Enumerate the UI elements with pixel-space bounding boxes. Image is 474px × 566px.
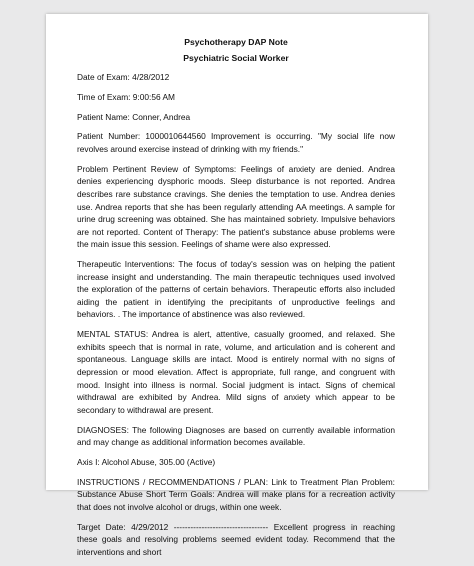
document-title: Psychotherapy DAP Note: [184, 37, 288, 47]
date-of-exam: Date of Exam: 4/28/2012: [77, 72, 170, 82]
patient-name: Patient Name: Conner, Andrea: [77, 111, 191, 122]
patient-number-paragraph: Patient Number: 1000010644560 Improvement is occurring. "My social life now revolves around exercise instead of drinking with my friends.": [77, 131, 395, 154]
instructions-paragraph: INSTRUCTIONS / RECOMMENDATIONS / PLAN: Link to Treatment Plan Problem: Substance Abuse Short Term Goals: Andrea will make plans for a recreation activity that does not involve alcohol or drugs, within one week.: [77, 476, 395, 512]
document-page: [46, 14, 428, 557]
axis-i-line: Axis I: Alcohol Abuse, 305.00 (Active): [77, 456, 216, 467]
interventions-paragraph: Therapeutic Interventions: The focus of today's session was on helping the patient increase insight and understanding. The main therapeutic techniques used involved the exploration of the patterns of certain behaviors. Therapeutic efforts also included aiding the patient in identifying the precipitants of unproductive feelings and behaviors. . The importance of abstinence was also reviewed.: [77, 259, 395, 320]
document-content: [77, 37, 395, 566]
target-date-paragraph: Target Date: 4/29/2012 ---------------------------------- Excellent progress in reaching these goals and resolving problems seemed evident today. Recommend that the interventions and short: [77, 521, 395, 557]
symptoms-paragraph: Problem Pertinent Review of Symptoms: Feelings of anxiety are denied. Andrea denies experiencing dysphoric moods. Sleep disturbance is not reported. Andrea describes rare substance cravings. She denies the temptation to use. Andrea denies use. Andrea reports that she has been regularly attending AA meetings. A sample for urine drug screening was obtained. She has maintained sobriety. Impulsive behaviors are not reported. Content of Therapy: The patient's substance abuse problems were the main issue this session. Feelings of shame were also expressed.: [77, 163, 395, 250]
document-subtitle: Psychiatric Social Worker: [183, 53, 289, 63]
time-of-exam: Time of Exam: 9:00:56 AM: [77, 91, 176, 102]
diagnoses-paragraph: DIAGNOSES: The following Diagnoses are based on currently available information and may change as additional information becomes available.: [77, 424, 395, 448]
mental-status-paragraph: MENTAL STATUS: Andrea is alert, attentive, casually groomed, and relaxed. She exhibits speech that is normal in rate, volume, and articulation and is coherent and spontaneous. Language skills are intact. Mood is entirely normal with no signs of depression or mood elevation. Affect is appropriate, full range, and congruent with mood. Insight into illness is normal. Social judgment is intact. Signs of chemical withdrawal are exhibited by Andrea. Mild signs of anxiety which appear to be secondary to withdrawal are present.: [77, 329, 395, 415]
